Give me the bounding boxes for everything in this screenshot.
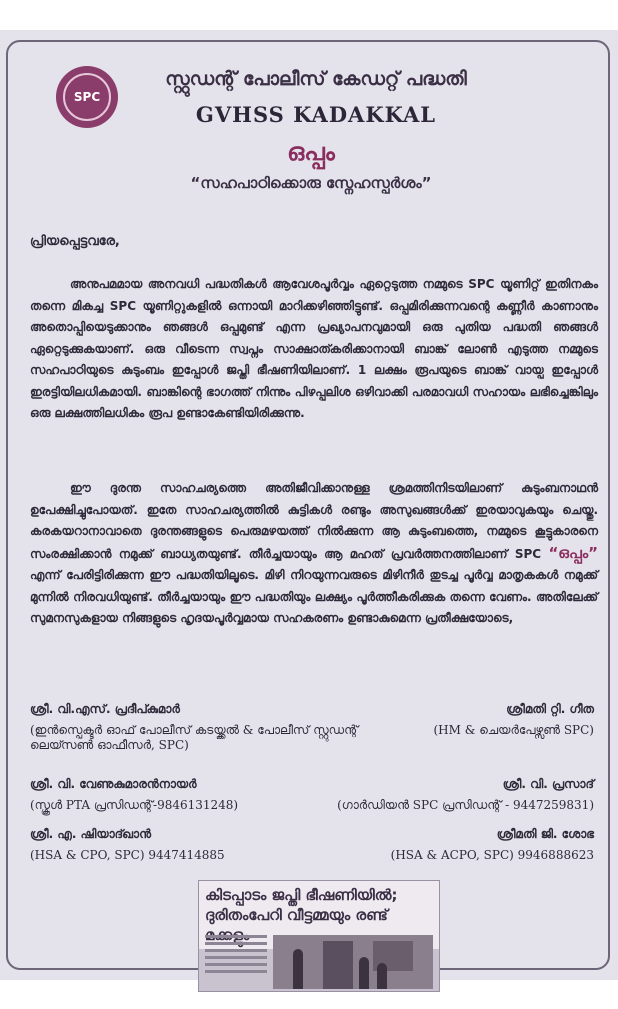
oppam-highlight: “ഒപ്പം” (548, 543, 598, 562)
spc-logo (56, 66, 118, 128)
page-border (6, 40, 610, 970)
signatory-detail: (സ്കൂൾ PTA പ്രസിഡന്റ്-9846131248) (30, 798, 239, 812)
paragraph-1-text: അനുപമമായ അനവധി പദ്ധതികൾ ആവേശപൂർവ്വം ഏറ്റെടുത്ത നമ്മുടെ SPC യൂണിറ്റ് ഇതിനകം തന്നെ മികച്ച SPC യൂണിറ്റുകളിൽ ഒന്നായി മാറിക്കഴിഞ്ഞിട്ടുണ്ട്. ഒപ്പമിരിക്കുന്നവന്റെ കണ്ണീർ കാണാനും അതൊപ്പിയെടുക്കാനും ഞങ്ങൾ ഒപ്പമുണ്ട് എന്ന പ്രഖ്യാപനവുമായി ഒരു പുതിയ പദ്ധതി ഞങ്ങൾ ഏറ്റെടുക്കുകയാണ്. ഒരു വീടെന്ന സ്വപ്നം സാക്ഷാത്കരിക്കാനായി ബാങ്ക് ലോൺ എടുത്ത നമ്മുടെ സഹപാഠിയുടെ കുടുംബം ഇപ്പോൾ ജപ്തി ഭീഷണിയിലാണ്. 1 ലക്ഷം രൂപയുടെ ബാങ്ക് വായ്പ ഇപ്പോൾ ഇരട്ടിയിലധികമായി. ബാങ്കിന്റെ ഭാഗത്ത് നിന്നും പിഴപ്പലിശ ഒഴിവാക്കി പരമാവധി സഹായം ലഭിച്ചെങ്കിലും ഒരു ലക്ഷത്തിലധികം രൂപ ഉണ്ടാകേണ്ടിയിരിക്കുന്നു. (30, 277, 598, 420)
person-figure-icon (377, 963, 387, 989)
clipping-text-column (205, 935, 267, 987)
person-figure-icon (293, 949, 303, 989)
newspaper-clipping (198, 880, 440, 992)
campaign-title: ഒപ്പം (287, 138, 335, 166)
signatory-detail: (HSA & ACPO, SPC) 9946888623 (390, 848, 594, 862)
signatory-detail: (HM & ചെയർപേഴ്സൺ SPC) (433, 723, 594, 737)
letter-header (16, 42, 606, 202)
clipping-headline: കിടപ്പാടം ജപ്തി ഭീഷണിയിൽ; ദുരിതംപേറി വീട്ടമ്മയും രണ്ട് (199, 881, 439, 949)
spc-emblem-icon: SPC (63, 73, 111, 121)
signatory-name: ശ്രീ. വി. വേണുകുമാരൻനായർ (30, 777, 197, 791)
paragraph-1 (30, 274, 598, 425)
signatory-name: ശ്രീമതി ജി. ശോഭ (496, 827, 594, 841)
salutation: പ്രിയപ്പെട്ടവരേ, (30, 234, 120, 249)
signatory-detail: (HSA & CPO, SPC) 9447414885 (30, 848, 225, 862)
clipping-body (199, 931, 439, 991)
signatory-name: ശ്രീ. വി. പ്രസാദ് (502, 777, 594, 791)
campaign-tagline: “സഹപാഠിക്കൊരു സ്നേഹസ്പർശം” (190, 174, 432, 192)
project-title: സ്റ്റുഡന്റ് പോലീസ് കേഡറ്റ് പദ്ധതി (165, 68, 467, 90)
house-door-shape (323, 941, 353, 989)
signatory-6 (328, 827, 594, 862)
signatory-detail: (ഇൻസ്പെക്ടർ ഓഫ് പോലീസ് കടയ്ക്കൽ & പോലീസ് സ്റ്റുഡന്റ് ലെയ്സൺ ഓഫീസർ, SPC) (30, 723, 359, 752)
signatory-detail: (ഗാർഡിയൻ SPC പ്രസിഡന്റ് - 9447259831) (337, 798, 594, 812)
signatory-1 (30, 702, 360, 753)
signatory-name: ശ്രീ. എ. ഷിയാദ്ഖാൻ (30, 827, 152, 841)
paragraph-2-text-b: എന്ന് പേരിട്ടിരിക്കുന്ന ഈ പദ്ധതിയിലൂടെ. മിഴി നിറയുന്നവരുടെ മിഴിനീർ തുടച്ച പൂർവ്വ മാതൃകകൾ നമുക്ക് മുന്നിൽ നിരവധിയുണ്ട്. തീർച്ചയായും ഈ പദ്ധതിയും ലക്ഷ്യം പൂർത്തീകരിക്കുക തന്നെ വേണം. അതിലേക്ക് സുമനസുകളായ നിങ്ങളുടെ ഹൃദയപൂർവ്വമായ സഹകരണം ഉണ്ടാകുമെന്ന പ്രതീക്ഷയോടെ, (30, 568, 598, 625)
signatory-4 (308, 777, 594, 813)
paragraph-2 (30, 478, 598, 630)
signatory-3 (30, 777, 330, 813)
school-name: GVHSS KADAKKAL (195, 102, 437, 127)
clipping-photo (273, 935, 433, 989)
paragraph-2-text-a: ഈ ദുരന്ത സാഹചര്യത്തെ അതിജീവിക്കാനുള്ള ശ്രമത്തിനിടയിലാണ് കുടുംബനാഥൻ ഉപേക്ഷിച്ചുപോയത്. ഇതേ സാഹചര്യത്തിൽ കുട്ടികൾ രണ്ടും അസുഖങ്ങൾക്ക് ഇരയാവുകയും ചെയ്തു. കരകയറാനാവാതെ ദുരന്തങ്ങളുടെ പെരുമഴയത്ത് നിൽക്കുന്ന ആ കുടുംബത്തെ, നമ്മുടെ കൂട്ടുകാരനെ സംരക്ഷിക്കാൻ നമുക്ക് ബാധ്യതയുണ്ട്. തീർച്ചയായും ആ മഹത് പ്രവർത്തനത്തിലാണ് SPC (30, 481, 598, 561)
person-figure-icon (359, 957, 369, 989)
signatory-5 (30, 827, 330, 862)
document-sheet (0, 30, 618, 980)
signatory-name: ശ്രീ. വി.എസ്. പ്രദീപ്കുമാർ (30, 702, 180, 716)
signatory-name: ശ്രീമതി റ്റി. ഗീത (506, 702, 594, 716)
signatory-2 (368, 702, 594, 738)
